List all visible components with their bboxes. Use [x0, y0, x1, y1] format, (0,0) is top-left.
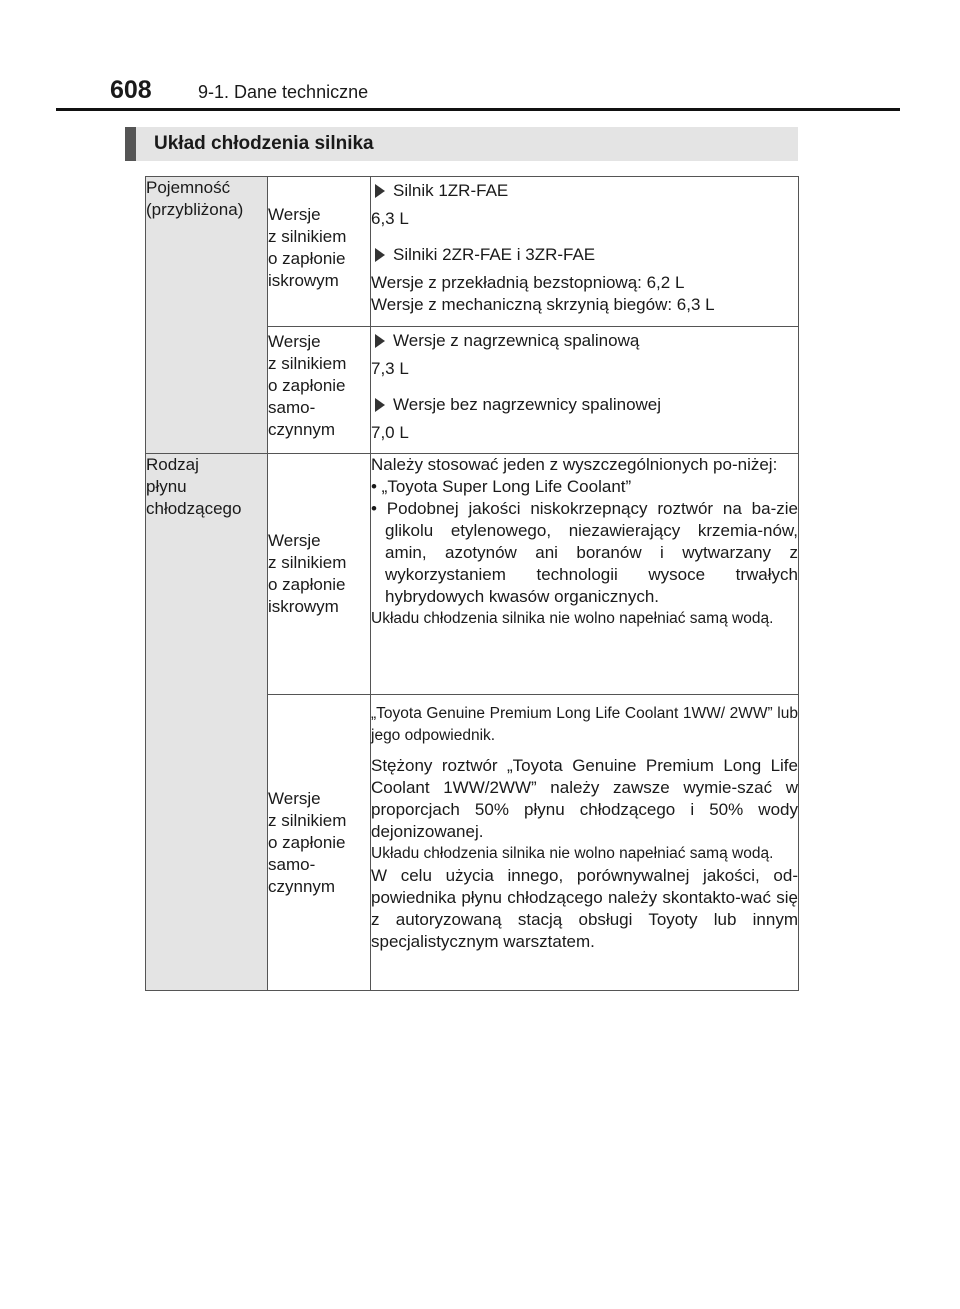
subheader-compression-ignition: [268, 327, 371, 454]
subheader-text: Wersje: [268, 205, 321, 224]
subheader-text: z silnikiem: [268, 354, 347, 373]
paragraph: „Toyota Genuine Premium Long Life Coolant 1WW/ 2WW” lub jego odpowiednik.: [371, 705, 798, 744]
list-item: • „Toyota Super Long Life Coolant”: [371, 477, 632, 496]
triangle-bullet-icon: [375, 398, 385, 412]
warning-note: Układu chłodzenia silnika nie wolno napełniać samą wodą.: [371, 845, 774, 862]
subheader-text: z silnikiem: [268, 227, 347, 246]
triangle-bullet-icon: [375, 334, 385, 348]
capacity-diesel-cell: [371, 327, 799, 454]
header-divider: [56, 108, 900, 111]
subheader-text: Wersje: [268, 332, 321, 351]
table-row: [146, 177, 799, 327]
subheader-spark-ignition: [268, 454, 371, 695]
row-header-text: płynu: [146, 477, 187, 496]
subheader-text: Wersje: [268, 531, 321, 550]
row-header-capacity: [146, 177, 268, 454]
engine-label: Silniki 2ZR-FAE i 3ZR-FAE: [393, 245, 596, 264]
list-item: [371, 244, 798, 266]
subheader-spark-ignition: [268, 177, 371, 327]
row-header-text: Pojemność: [146, 178, 231, 197]
subheader-text: samo-: [268, 398, 316, 417]
paragraph: Należy stosować jeden z wyszczególnionych po-niżej:: [371, 455, 778, 474]
capacity-value: Wersje z przekładnią bezstopniową: 6,2 L: [371, 273, 685, 292]
capacity-value: 6,3 L: [371, 209, 409, 228]
chapter-title: 9-1. Dane techniczne: [198, 82, 369, 102]
subheader-text: czynnym: [268, 420, 336, 439]
page-header: [110, 74, 900, 106]
subheader-text: o zapłonie: [268, 832, 346, 852]
engine-label: Silnik 1ZR-FAE: [393, 181, 509, 200]
subheader-text: samo-: [268, 854, 316, 874]
coolant-spark-cell: [371, 454, 799, 695]
list-item: • Podobnej jakości niskokrzepnący roztwór na ba-zie glikolu etylenowego, niezawierający krzemia-nów, amin, azotynów ani boranów i wytwarzany z wykorzystaniem technologii wysoce trwałych hybrydowych kwasów organicznych.: [371, 499, 798, 606]
warning-note: Układu chłodzenia silnika nie wolno napełniać samą wodą.: [371, 610, 774, 627]
capacity-spark-cell: [371, 177, 799, 327]
paragraph: Stężony roztwór „Toyota Genuine Premium Long Life Coolant 1WW/2WW” należy zawsze wymie-szać w proporcjach 50% płynu chłodzącego i 50% wody dejonizowanej.: [371, 756, 798, 841]
subheader-text: iskrowym: [268, 597, 339, 616]
subheader-text: czynnym: [268, 876, 336, 896]
triangle-bullet-icon: [375, 248, 385, 262]
table-row: [146, 454, 799, 695]
coolant-diesel-cell: [371, 695, 799, 991]
subheader-text: Wersje: [268, 788, 321, 808]
subheader-text: z silnikiem: [268, 553, 347, 572]
spec-table: [145, 176, 799, 991]
subheader-text: o zapłonie: [268, 376, 346, 395]
section-heading: [125, 127, 798, 161]
capacity-value: 7,3 L: [371, 359, 409, 378]
page-number: 608: [110, 76, 152, 104]
triangle-bullet-icon: [375, 184, 385, 198]
subheader-text: z silnikiem: [268, 810, 347, 830]
paragraph: W celu użycia innego, porównywalnej jakości, od-powiednika płynu chłodzącego należy skontakto-wać się z autoryzowaną stacją obsługi Toyoty lub innym specjalistycznym warsztatem.: [371, 866, 798, 951]
row-header-text: (przybliżona): [146, 200, 244, 219]
capacity-value: Wersje z mechaniczną skrzynią biegów: 6,3 L: [371, 295, 715, 314]
section-marker: [125, 127, 136, 161]
row-header-text: Rodzaj: [146, 455, 199, 474]
row-header-coolant-type: [146, 454, 268, 991]
subheader-text: o zapłonie: [268, 249, 346, 268]
subheader-compression-ignition: [268, 695, 371, 991]
capacity-value: 7,0 L: [371, 423, 409, 442]
subheader-text: iskrowym: [268, 271, 339, 290]
list-item: [371, 330, 798, 352]
subheader-text: o zapłonie: [268, 575, 346, 594]
list-item: [371, 394, 798, 416]
section-title: Układ chłodzenia silnika: [154, 133, 374, 154]
variant-label: Wersje z nagrzewnicą spalinową: [393, 331, 640, 350]
row-header-text: chłodzącego: [146, 499, 242, 518]
variant-label: Wersje bez nagrzewnicy spalinowej: [393, 395, 662, 414]
list-item: [371, 180, 798, 202]
